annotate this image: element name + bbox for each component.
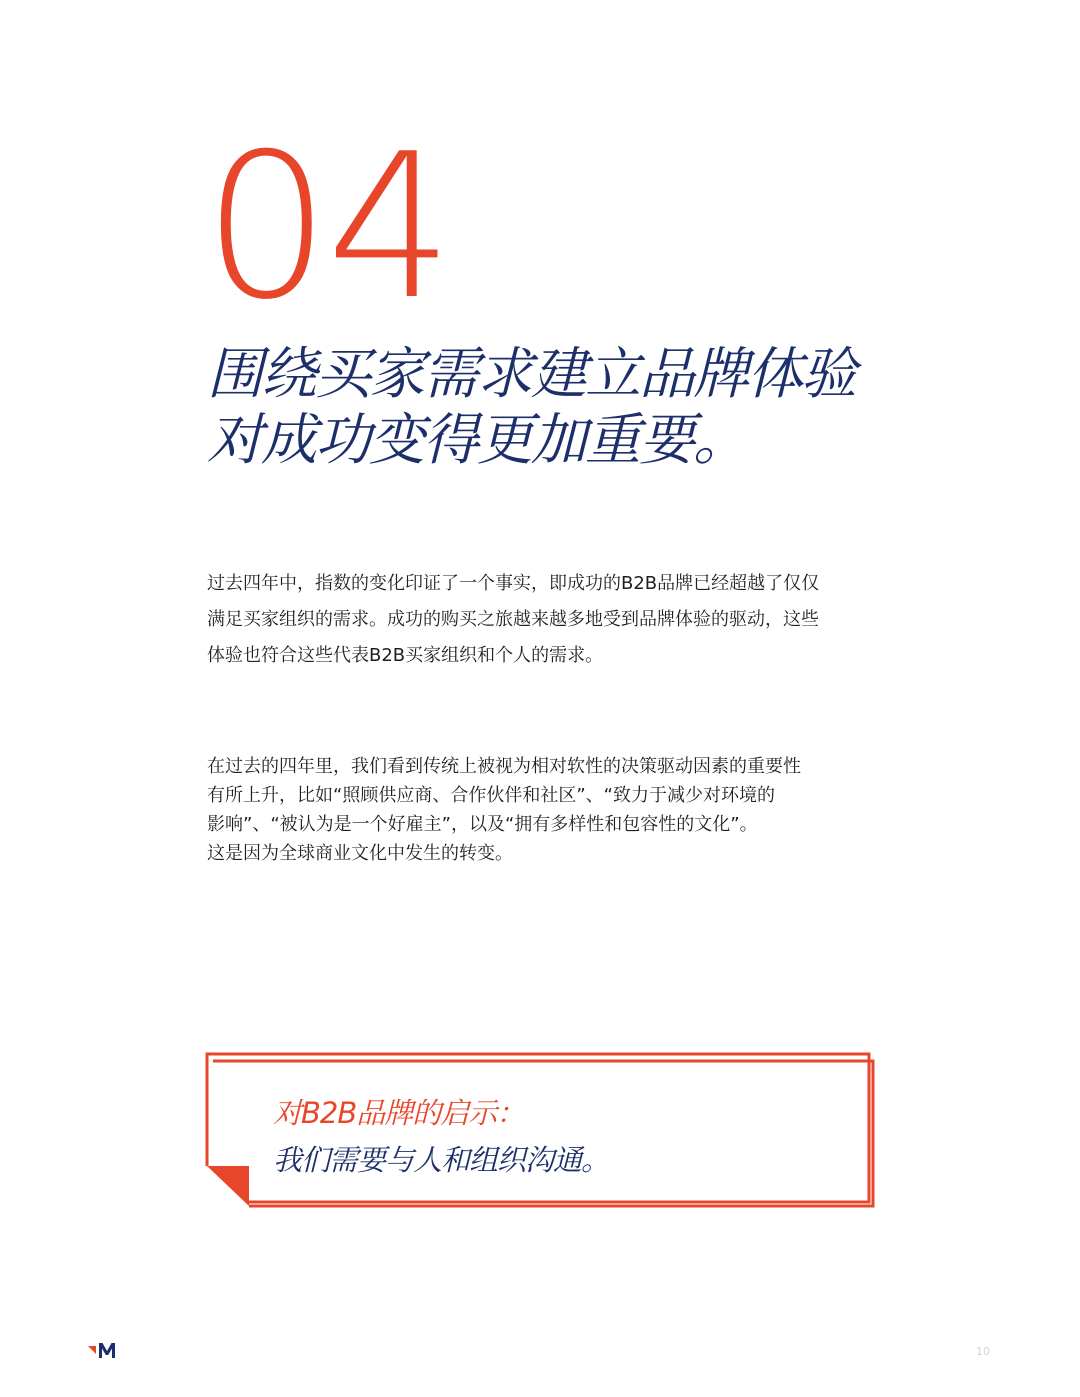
m-logo-icon xyxy=(88,1340,120,1360)
callout-folded-corner xyxy=(207,1166,249,1206)
logo-m-letter xyxy=(99,1343,115,1358)
paragraph-2-line-4: 这是因为全球商业文化中发生的转变。 xyxy=(207,843,513,864)
paragraph-2-line-3: 影响”、“被认为是一个好雇主”，以及“拥有多样性和包容性的文化”。 xyxy=(207,814,758,835)
paragraph-2-line-1: 在过去的四年里，我们看到传统上被视为相对软性的决策驱动因素的重要性 xyxy=(207,756,801,777)
headline-line-2: 对成功变得更加重要。 xyxy=(207,408,747,473)
body-paragraph-2 xyxy=(207,752,867,868)
paragraph-1-line-1: 过去四年中，指数的变化印证了一个事实，即成功的B2B品牌已经超越了仅仅 xyxy=(207,573,820,594)
callout-text xyxy=(273,1090,609,1184)
logo-red-mark xyxy=(88,1346,96,1354)
callout-message: 我们需要与人和组织沟通。 xyxy=(273,1143,610,1177)
page-headline xyxy=(207,342,927,474)
section-number: 04 xyxy=(203,111,450,344)
page-number: 10 xyxy=(976,1345,990,1358)
callout-box xyxy=(205,1052,877,1210)
paragraph-1-line-3: 体验也符合这些代表B2B买家组织和个人的需求。 xyxy=(207,645,604,666)
headline-line-1: 围绕买家需求建立品牌体验 xyxy=(207,342,855,407)
paragraph-1-line-2: 满足买家组织的需求。成功的购买之旅越来越多地受到品牌体验的驱动，这些 xyxy=(207,609,819,630)
callout-kicker: 对B2B品牌的启示： xyxy=(273,1096,525,1130)
body-paragraph-1 xyxy=(207,566,867,674)
paragraph-2-line-2: 有所上升，比如“照顾供应商、合作伙伴和社区”、“致力于减少对环境的 xyxy=(207,785,775,806)
